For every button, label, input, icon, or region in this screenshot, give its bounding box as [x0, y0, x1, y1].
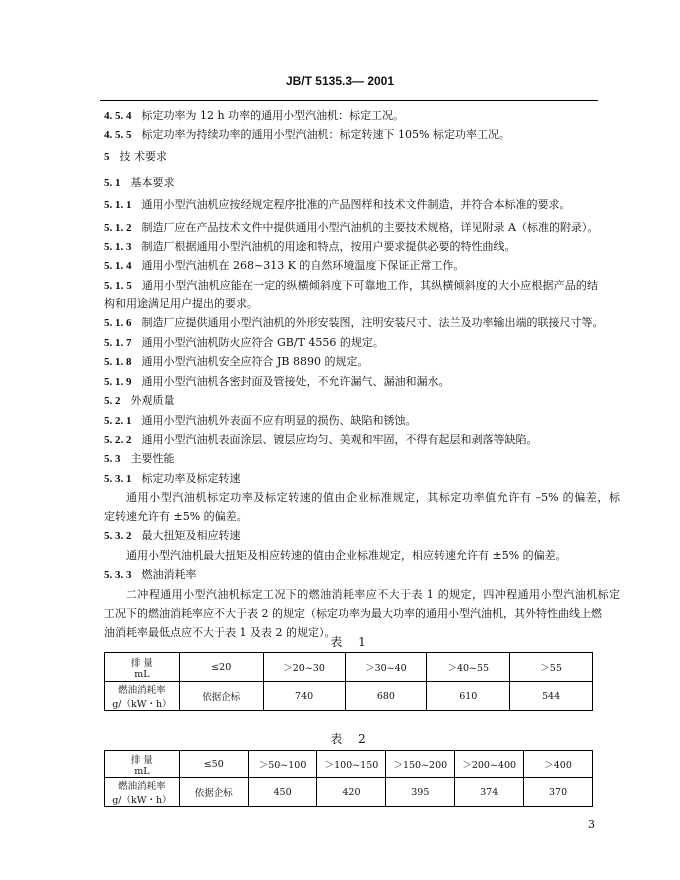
clause-number: 5. 1. 2 [104, 222, 132, 234]
clause-line [104, 149, 598, 165]
clause-line [104, 278, 598, 294]
fuel-consumption-unit: g/（kW・h） [112, 699, 172, 710]
clause-text: 通用小型汽油机最大扭矩及相应转速的值由企业标准规定，相应转速允许有 ±5% 的偏差。 [126, 549, 567, 562]
range-cell: ＞55 [510, 653, 593, 682]
clause-text: 主要性能 [130, 452, 175, 465]
clause-text: 通用小型汽油机标定功率及标定转速的值由企业标准规定，其标定功率值允许有 –5% 的偏差，标 [126, 491, 620, 504]
clause-text: 通用小型汽油机防火应符合 GB/T 4556 的规定。 [141, 336, 384, 349]
clause-text: 通用小型汽油机在 268~313 K 的自然环境温度下保证正常工作。 [141, 259, 465, 272]
clause-text: 制造厂应提供通用小型汽油机的外形安装图，注明安装尺寸、法兰及功率输出端的联接尺寸等。 [141, 316, 604, 329]
basis-cell: 依据企标 [179, 682, 263, 711]
clause-number: 4. 5. 5 [104, 129, 132, 141]
clause-line [104, 127, 598, 143]
table-row [105, 682, 593, 711]
clause-number: 5. 2. 2 [104, 434, 132, 446]
table-row [105, 653, 593, 682]
displacement-unit: mL [134, 668, 150, 680]
clause-number: 5. 3 [104, 453, 121, 465]
clause-text: 构和用途满足用户提出的要求。 [104, 297, 258, 310]
clause-number: 5. 1. 6 [104, 317, 132, 329]
value-cell: 610 [427, 682, 510, 711]
value-cell: 740 [263, 682, 345, 711]
clause-line [104, 606, 602, 622]
clause-number: 5. 1. 7 [104, 337, 132, 349]
range-cell: ＞40~55 [427, 653, 510, 682]
clause-text: 工况下的燃油消耗率应不大于表 2 的规定（标定功率为最大功率的通用小型汽油机，其外特性曲线上燃 [104, 607, 602, 620]
clause-text: 通用小型汽油机应能在一定的纵横倾斜度下可靠地工作，其纵横倾斜度的大小应根据产品的结 [141, 279, 599, 292]
table-header-cell [105, 653, 180, 682]
clause-text: 制造厂根据通用小型汽油机的用途和特点，按用户要求提供必要的特性曲线。 [141, 240, 516, 253]
range-cell: ＞100~150 [317, 751, 386, 778]
table1-caption: 表 1 [330, 635, 372, 649]
clause-number: 5. 1. 9 [104, 376, 132, 388]
clause-line [104, 528, 598, 544]
document-code-header: JB/T 5135.3— 2001 [285, 74, 395, 88]
clause-number: 5. 1 [104, 177, 121, 189]
table-header-cell [105, 751, 180, 778]
value-cell: 374 [455, 778, 524, 807]
fuel-consumption-label: 燃油消耗率 [118, 685, 166, 696]
page-number: 3 [588, 818, 595, 831]
value-cell: 544 [510, 682, 593, 711]
clause-text: 油消耗率最低点应不大于表 1 及表 2 的规定）。 [104, 626, 336, 639]
value-cell: 420 [317, 778, 386, 807]
clause-number: 4. 5. 4 [104, 110, 132, 122]
clause-number: 5. 1. 4 [104, 260, 132, 272]
table-header-cell [105, 682, 180, 711]
clause-text: 外观质量 [130, 394, 175, 407]
clause-line [104, 509, 598, 525]
clause-text: 标定功率及标定转速 [141, 472, 241, 485]
clause-text: 通用小型汽油机各密封面及管接处，不允许漏气、漏油和漏水。 [141, 375, 450, 388]
clause-line [104, 335, 598, 351]
clause-line [104, 393, 598, 409]
range-cell: ＞200~400 [455, 751, 524, 778]
clause-number: 5. 2. 1 [104, 415, 132, 427]
clause-text: 最大扭矩及相应转速 [141, 529, 241, 542]
clause-number: 5. 3. 1 [104, 473, 132, 485]
clause-text: 二冲程通用小型汽油机标定工况下的燃油消耗率应不大于表 1 的规定，四冲程通用小型汽油机标定 [126, 588, 620, 601]
fuel-consumption-label: 燃油消耗率 [118, 781, 166, 792]
value-cell: 450 [248, 778, 317, 807]
fuel-consumption-unit: g/（kW・h） [112, 795, 172, 806]
clause-line [104, 108, 598, 124]
range-cell: ＞30~40 [345, 653, 427, 682]
clause-line [104, 471, 598, 487]
clause-line [104, 432, 598, 448]
range-cell: ＞50~100 [248, 751, 317, 778]
clause-line [104, 220, 598, 236]
fuel-consumption-table-2 [104, 750, 593, 807]
clause-line [104, 258, 598, 274]
range-cell: ≤20 [179, 653, 263, 682]
range-cell: ≤50 [179, 751, 248, 778]
clause-text: 制造厂应在产品技术文件中提供通用小型汽油机的主要技术规格，详见附录 A（标准的附录）。 [141, 221, 599, 234]
clause-text: 标定功率为持续功率的通用小型汽油机：标定转速下 105% 标定功率工况。 [141, 128, 510, 141]
clause-number: 5. 1. 3 [104, 241, 132, 253]
clause-line [104, 239, 598, 255]
clause-line [104, 354, 598, 370]
clause-number: 5. 3. 3 [104, 569, 132, 581]
clause-line [104, 374, 598, 390]
clause-line [104, 296, 598, 312]
value-cell: 395 [386, 778, 455, 807]
clause-line [104, 315, 604, 331]
clause-line [104, 413, 598, 429]
clause-line [104, 451, 598, 467]
table2-caption: 表 2 [330, 732, 372, 746]
clause-text: 基本要求 [130, 176, 175, 189]
clause-text: 技 术要求 [119, 150, 167, 163]
table-header-cell [105, 778, 180, 807]
clause-line [104, 490, 620, 506]
table-row [105, 778, 593, 807]
value-cell: 680 [345, 682, 427, 711]
clause-number: 5 [104, 151, 110, 163]
clause-text: 通用小型汽油机表面涂层、镀层应均匀、美观和牢固，不得有起层和剥落等缺陷。 [141, 433, 538, 446]
clause-number: 5. 3. 2 [104, 530, 132, 542]
range-cell: ＞400 [524, 751, 593, 778]
fuel-consumption-table-1 [104, 652, 593, 711]
displacement-label: 排 量 [130, 754, 153, 766]
header-rule [100, 100, 598, 101]
clause-text: 定转速允许有 ±5% 的偏差。 [104, 510, 248, 523]
clause-number: 5. 1. 5 [104, 280, 132, 292]
clause-line [104, 197, 598, 213]
clause-text: 燃油消耗率 [141, 568, 197, 581]
clause-line [104, 548, 620, 564]
displacement-label: 排 量 [130, 657, 153, 669]
clause-text: 通用小型汽油机外表面不应有明显的损伤、缺陷和锈蚀。 [141, 414, 417, 427]
clause-number: 5. 1. 1 [104, 199, 132, 211]
clause-text: 通用小型汽油机安全应符合 JB 8890 的规定。 [141, 355, 369, 368]
clause-line [104, 567, 598, 583]
clause-number: 5. 1. 8 [104, 356, 132, 368]
clause-text: 通用小型汽油机应按经规定程序批准的产品图样和技术文件制造，并符合本标准的要求。 [141, 198, 571, 211]
clause-line [104, 175, 598, 191]
clause-number: 5. 2 [104, 395, 121, 407]
displacement-unit: mL [134, 765, 150, 777]
basis-cell: 依据企标 [179, 778, 248, 807]
range-cell: ＞20~30 [263, 653, 345, 682]
clause-text: 标定功率为 12 h 功率的通用小型汽油机：标定工况。 [141, 109, 405, 122]
table-row [105, 751, 593, 778]
range-cell: ＞150~200 [386, 751, 455, 778]
value-cell: 370 [524, 778, 593, 807]
clause-line [104, 587, 620, 603]
